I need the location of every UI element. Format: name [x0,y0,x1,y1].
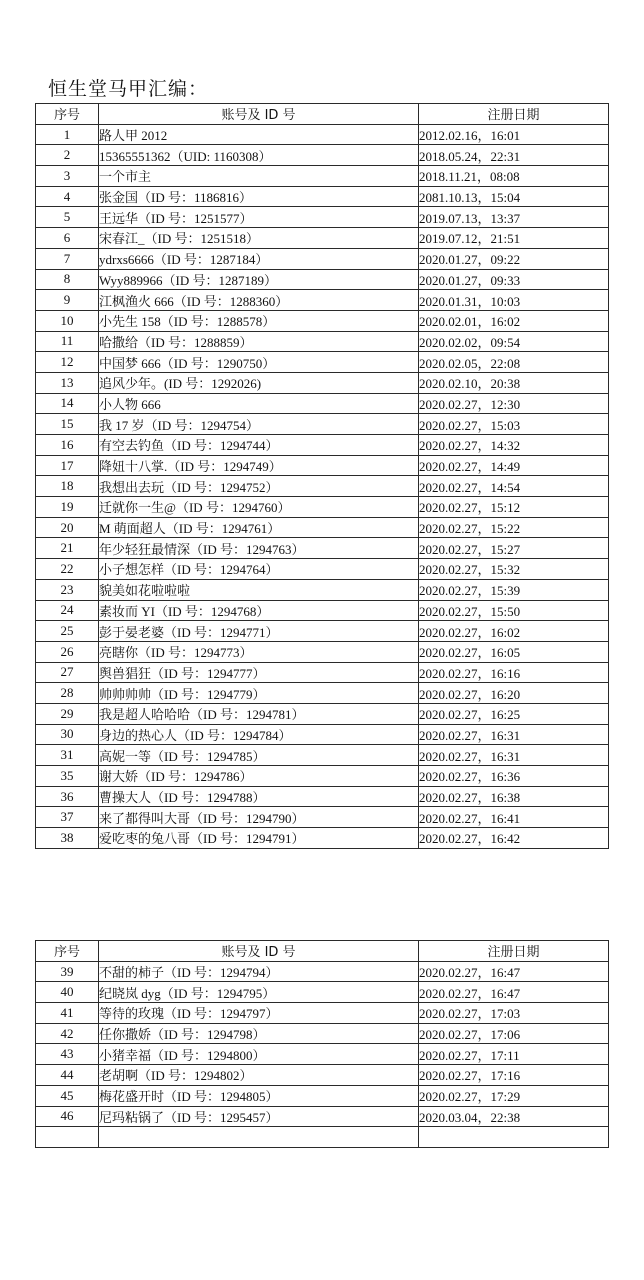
table-row [36,1106,609,1127]
serial-number-cell: 45 [36,1085,99,1106]
table-row [36,476,609,497]
account-cell: 小子想怎样（ID 号：1294764） [99,559,419,580]
table-row [36,600,609,621]
account-table-2 [35,940,609,1148]
table-row [36,766,609,787]
registration-date-cell: 2020.01.27，09:22 [419,248,609,269]
account-cell: 亮瞎你（ID 号：1294773） [99,641,419,662]
registration-date-cell: 2020.02.27，15:12 [419,497,609,518]
registration-date-cell: 2019.07.12，21:51 [419,228,609,249]
serial-number-cell: 39 [36,961,99,982]
account-cell: 谢大娇（ID 号：1294786） [99,766,419,787]
account-cell: 小先生 158（ID 号：1288578） [99,310,419,331]
registration-date-cell: 2020.02.27，15:03 [419,414,609,435]
serial-number-cell: 24 [36,600,99,621]
registration-date-cell: 2020.01.27，09:33 [419,269,609,290]
account-cell: 中国梦 666（ID 号：1290750） [99,352,419,373]
table-row [36,1044,609,1065]
table-row [36,455,609,476]
serial-number-cell: 21 [36,538,99,559]
account-cell: 我想出去玩（ID 号：1294752） [99,476,419,497]
table-row [36,186,609,207]
account-cell: 15365551362（UID: 1160308） [99,145,419,166]
table-row [36,621,609,642]
serial-number-cell: 9 [36,290,99,311]
registration-date-cell: 2020.02.27，14:54 [419,476,609,497]
header-registration-date: 注册日期 [419,104,609,125]
table-row [36,124,609,145]
serial-number-cell: 41 [36,1003,99,1024]
registration-date-cell: 2020.02.10，20:38 [419,372,609,393]
account-cell: 曹操大人（ID 号：1294788） [99,786,419,807]
registration-date-cell: 2020.02.27，14:32 [419,435,609,456]
serial-number-cell [36,1127,99,1148]
table-row [36,207,609,228]
account-cell: 身边的热心人（ID 号：1294784） [99,724,419,745]
account-cell: M 萌面超人（ID 号：1294761） [99,517,419,538]
serial-number-cell: 36 [36,786,99,807]
serial-number-cell: 29 [36,703,99,724]
table-row [36,961,609,982]
document-title: 恒生堂马甲汇编： [48,78,209,100]
registration-date-cell [419,1127,609,1148]
account-cell: ydrxs6666（ID 号：1287184） [99,248,419,269]
registration-date-cell: 2020.02.27，16:31 [419,745,609,766]
registration-date-cell: 2018.05.24，22:31 [419,145,609,166]
account-cell: 纪晓岚 dyg（ID 号：1294795） [99,982,419,1003]
serial-number-cell: 15 [36,414,99,435]
serial-number-cell: 8 [36,269,99,290]
serial-number-cell: 22 [36,559,99,580]
table-header-row [36,104,609,125]
table-row [36,166,609,187]
registration-date-cell: 2020.02.27，15:27 [419,538,609,559]
account-cell: 路人甲 2012 [99,124,419,145]
table-row [36,1023,609,1044]
serial-number-cell: 18 [36,476,99,497]
account-cell: 貌美如花啦啦啦 [99,579,419,600]
table-row [36,1127,609,1148]
table-row [36,310,609,331]
account-cell: 素妆而 YI（ID 号：1294768） [99,600,419,621]
account-cell: 一个市主 [99,166,419,187]
account-cell: 我 17 岁（ID 号：1294754） [99,414,419,435]
table-row [36,559,609,580]
serial-number-cell: 2 [36,145,99,166]
account-cell: 彭于晏老婆（ID 号：1294771） [99,621,419,642]
registration-date-cell: 2020.02.05，22:08 [419,352,609,373]
registration-date-cell: 2020.02.27，16:36 [419,766,609,787]
registration-date-cell: 2020.02.27，16:38 [419,786,609,807]
serial-number-cell: 28 [36,683,99,704]
serial-number-cell: 10 [36,310,99,331]
header-account-id: 账号及 ID 号 [99,941,419,962]
table-header-row [36,941,609,962]
header-serial-number: 序号 [36,941,99,962]
serial-number-cell: 16 [36,435,99,456]
table-row [36,372,609,393]
registration-date-cell: 2020.02.27，15:22 [419,517,609,538]
table-row [36,248,609,269]
account-cell: 王远华（ID 号：1251577） [99,207,419,228]
table-row [36,828,609,849]
serial-number-cell: 4 [36,186,99,207]
serial-number-cell: 12 [36,352,99,373]
table-row [36,703,609,724]
table-row [36,724,609,745]
registration-date-cell: 2081.10.13，15:04 [419,186,609,207]
registration-date-cell: 2020.02.02，09:54 [419,331,609,352]
account-cell: 小人物 666 [99,393,419,414]
registration-date-cell: 2020.02.27，15:50 [419,600,609,621]
serial-number-cell: 35 [36,766,99,787]
serial-number-cell: 25 [36,621,99,642]
account-cell: 年少轻狂最情深（ID 号：1294763） [99,538,419,559]
table-row [36,331,609,352]
serial-number-cell: 13 [36,372,99,393]
account-cell: 江枫渔火 666（ID 号：1288360） [99,290,419,311]
table-row [36,497,609,518]
serial-number-cell: 14 [36,393,99,414]
serial-number-cell: 3 [36,166,99,187]
table-row [36,1085,609,1106]
account-cell: 高妮一等（ID 号：1294785） [99,745,419,766]
registration-date-cell: 2020.02.27，17:11 [419,1044,609,1065]
account-cell: 不甜的柿子（ID 号：1294794） [99,961,419,982]
serial-number-cell: 1 [36,124,99,145]
header-registration-date: 注册日期 [419,941,609,962]
table-row [36,228,609,249]
registration-date-cell: 2020.02.27，14:49 [419,455,609,476]
account-cell: 爱吃枣的兔八哥（ID 号：1294791） [99,828,419,849]
table-row [36,1065,609,1086]
table-row [36,807,609,828]
serial-number-cell: 38 [36,828,99,849]
registration-date-cell: 2020.02.27，17:03 [419,1003,609,1024]
account-cell: 帅帅帅帅（ID 号：1294779） [99,683,419,704]
account-cell: 老胡啊（ID 号：1294802） [99,1065,419,1086]
serial-number-cell: 20 [36,517,99,538]
account-table-1 [35,103,609,849]
account-cell: 梅花盛开时（ID 号：1294805） [99,1085,419,1106]
registration-date-cell: 2020.02.27，16:05 [419,641,609,662]
account-cell: 张金国（ID 号：1186816） [99,186,419,207]
table-row [36,538,609,559]
serial-number-cell: 46 [36,1106,99,1127]
table-row [36,414,609,435]
registration-date-cell: 2020.02.27，17:06 [419,1023,609,1044]
registration-date-cell: 2019.07.13，13:37 [419,207,609,228]
table-row [36,352,609,373]
serial-number-cell: 44 [36,1065,99,1086]
serial-number-cell: 23 [36,579,99,600]
account-cell: 宋春江_（ID 号：1251518） [99,228,419,249]
account-cell: 有空去钓鱼（ID 号：1294744） [99,435,419,456]
account-cell: 尼玛粘锅了（ID 号：1295457） [99,1106,419,1127]
registration-date-cell: 2020.02.27，16:02 [419,621,609,642]
table-row [36,745,609,766]
account-cell: 来了都得叫大哥（ID 号：1294790） [99,807,419,828]
registration-date-cell: 2020.02.27，15:39 [419,579,609,600]
registration-date-cell: 2020.02.27，16:20 [419,683,609,704]
table-row [36,393,609,414]
account-cell: 迁就你一生@（ID 号：1294760） [99,497,419,518]
account-cell: 我是超人哈哈哈（ID 号：1294781） [99,703,419,724]
account-cell: 舆兽猖狂（ID 号：1294777） [99,662,419,683]
account-cell: 小猪幸福（ID 号：1294800） [99,1044,419,1065]
account-cell: 哈撒给（ID 号：1288859） [99,331,419,352]
registration-date-cell: 2020.02.27，16:16 [419,662,609,683]
registration-date-cell: 2020.02.27，17:16 [419,1065,609,1086]
account-cell: 等待的玫瑰（ID 号：1294797） [99,1003,419,1024]
registration-date-cell: 2020.02.27，16:42 [419,828,609,849]
serial-number-cell: 11 [36,331,99,352]
table-row [36,145,609,166]
table-row [36,982,609,1003]
registration-date-cell: 2018.11.21，08:08 [419,166,609,187]
serial-number-cell: 30 [36,724,99,745]
registration-date-cell: 2012.02.16，16:01 [419,124,609,145]
registration-date-cell: 2020.01.31，10:03 [419,290,609,311]
account-cell: 降妞十八掌.（ID 号：1294749） [99,455,419,476]
registration-date-cell: 2020.02.27，16:25 [419,703,609,724]
serial-number-cell: 6 [36,228,99,249]
registration-date-cell: 2020.02.27，16:31 [419,724,609,745]
registration-date-cell: 2020.03.04，22:38 [419,1106,609,1127]
registration-date-cell: 2020.02.27，15:32 [419,559,609,580]
account-cell: 任你撒娇（ID 号：1294798） [99,1023,419,1044]
serial-number-cell: 7 [36,248,99,269]
serial-number-cell: 37 [36,807,99,828]
serial-number-cell: 19 [36,497,99,518]
header-serial-number: 序号 [36,104,99,125]
table-row [36,641,609,662]
serial-number-cell: 31 [36,745,99,766]
registration-date-cell: 2020.02.27，16:47 [419,961,609,982]
registration-date-cell: 2020.02.27，16:47 [419,982,609,1003]
table-row [36,435,609,456]
table-row [36,290,609,311]
table-row [36,269,609,290]
serial-number-cell: 5 [36,207,99,228]
table-row [36,786,609,807]
table-row [36,683,609,704]
registration-date-cell: 2020.02.27，16:41 [419,807,609,828]
account-cell: 追风少年。(ID 号：1292026) [99,372,419,393]
serial-number-cell: 43 [36,1044,99,1065]
table-row [36,517,609,538]
registration-date-cell: 2020.02.01，16:02 [419,310,609,331]
serial-number-cell: 27 [36,662,99,683]
table-row [36,662,609,683]
account-cell: Wyy889966（ID 号：1287189） [99,269,419,290]
registration-date-cell: 2020.02.27，12:30 [419,393,609,414]
serial-number-cell: 26 [36,641,99,662]
registration-date-cell: 2020.02.27，17:29 [419,1085,609,1106]
serial-number-cell: 40 [36,982,99,1003]
header-account-id: 账号及 ID 号 [99,104,419,125]
serial-number-cell: 17 [36,455,99,476]
table-row [36,1003,609,1024]
account-cell [99,1127,419,1148]
serial-number-cell: 42 [36,1023,99,1044]
table-row [36,579,609,600]
